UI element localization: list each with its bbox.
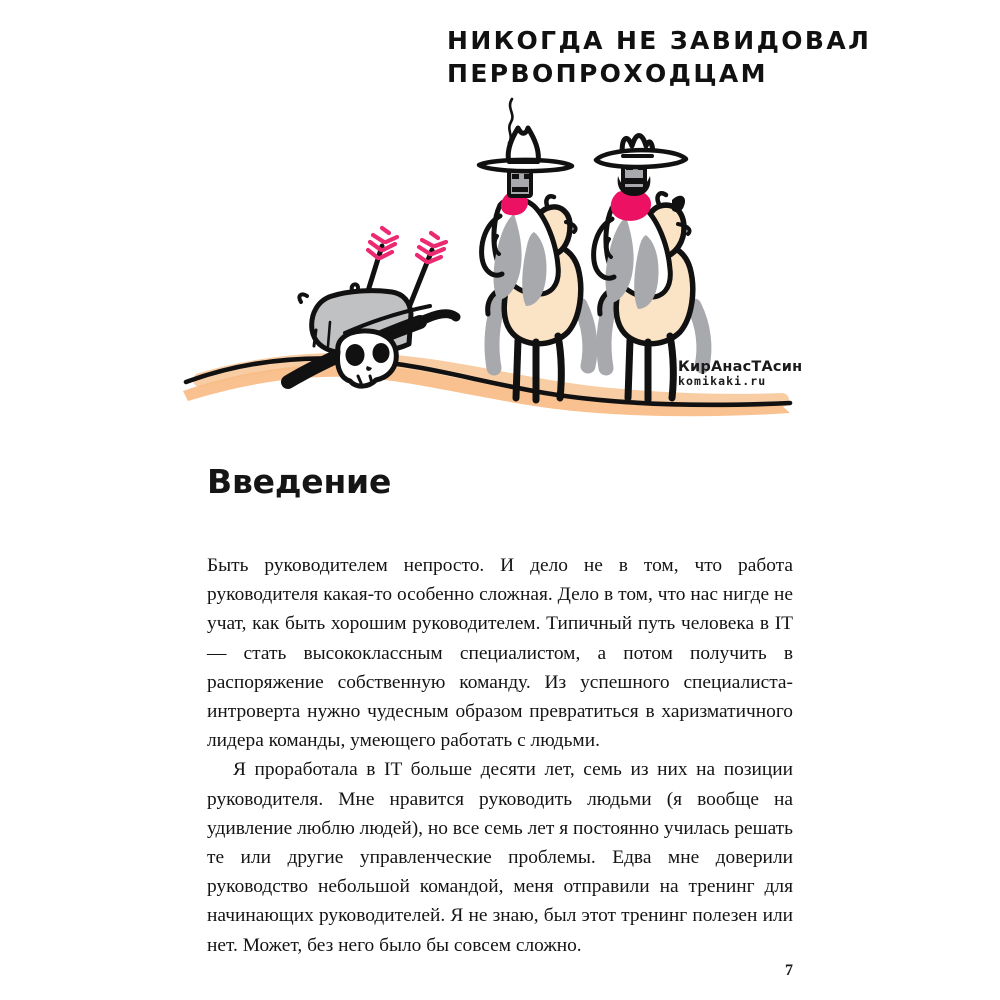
skull <box>338 331 397 386</box>
body-copy <box>207 502 793 960</box>
page-number: 7 <box>785 962 793 979</box>
cartoon-illustration <box>0 0 1000 440</box>
chapter-content <box>207 462 793 960</box>
caption-line-1: НИКОГДА НЕ ЗАВИДОВАЛ <box>447 26 872 55</box>
caption-line-2: ПЕРВОПРОХОДЦАМ <box>447 59 768 88</box>
signature-author: КирАнасТАсин <box>678 359 803 375</box>
paragraph-2: Я проработала в IT больше десяти лет, семь из них на позиции руководителя. Мне нравится руководить людьми (я вообще на удивление люблю людей), но все семь лет я постоянно училась решать те или другие управленческие проблемы. Едва мне доверили руководство небольшой командой, меня отправили на тренинг для начинающих руководителей. Я не знаю, был этот тренинг полезен или нет. Может, без него было бы совсем сложно. <box>207 759 793 956</box>
paragraph-1: Быть руководителем непросто. И дело не в том, что работа руководителя какая-то особенно сложная. Дело в том, что нас нигде не учат, как быть хорошим руководителем. Типичный путь человека в IT — стать высококлассным специалистом, а потом получить в распоряжение собственную команду. Из успешного специалиста-интроверта нужно чудесным образом превратиться в харизматичного лидера команды, умеющего работать с людьми. <box>207 555 793 752</box>
page-title: Введение <box>207 462 392 501</box>
signature-site: komikaki.ru <box>678 374 767 388</box>
